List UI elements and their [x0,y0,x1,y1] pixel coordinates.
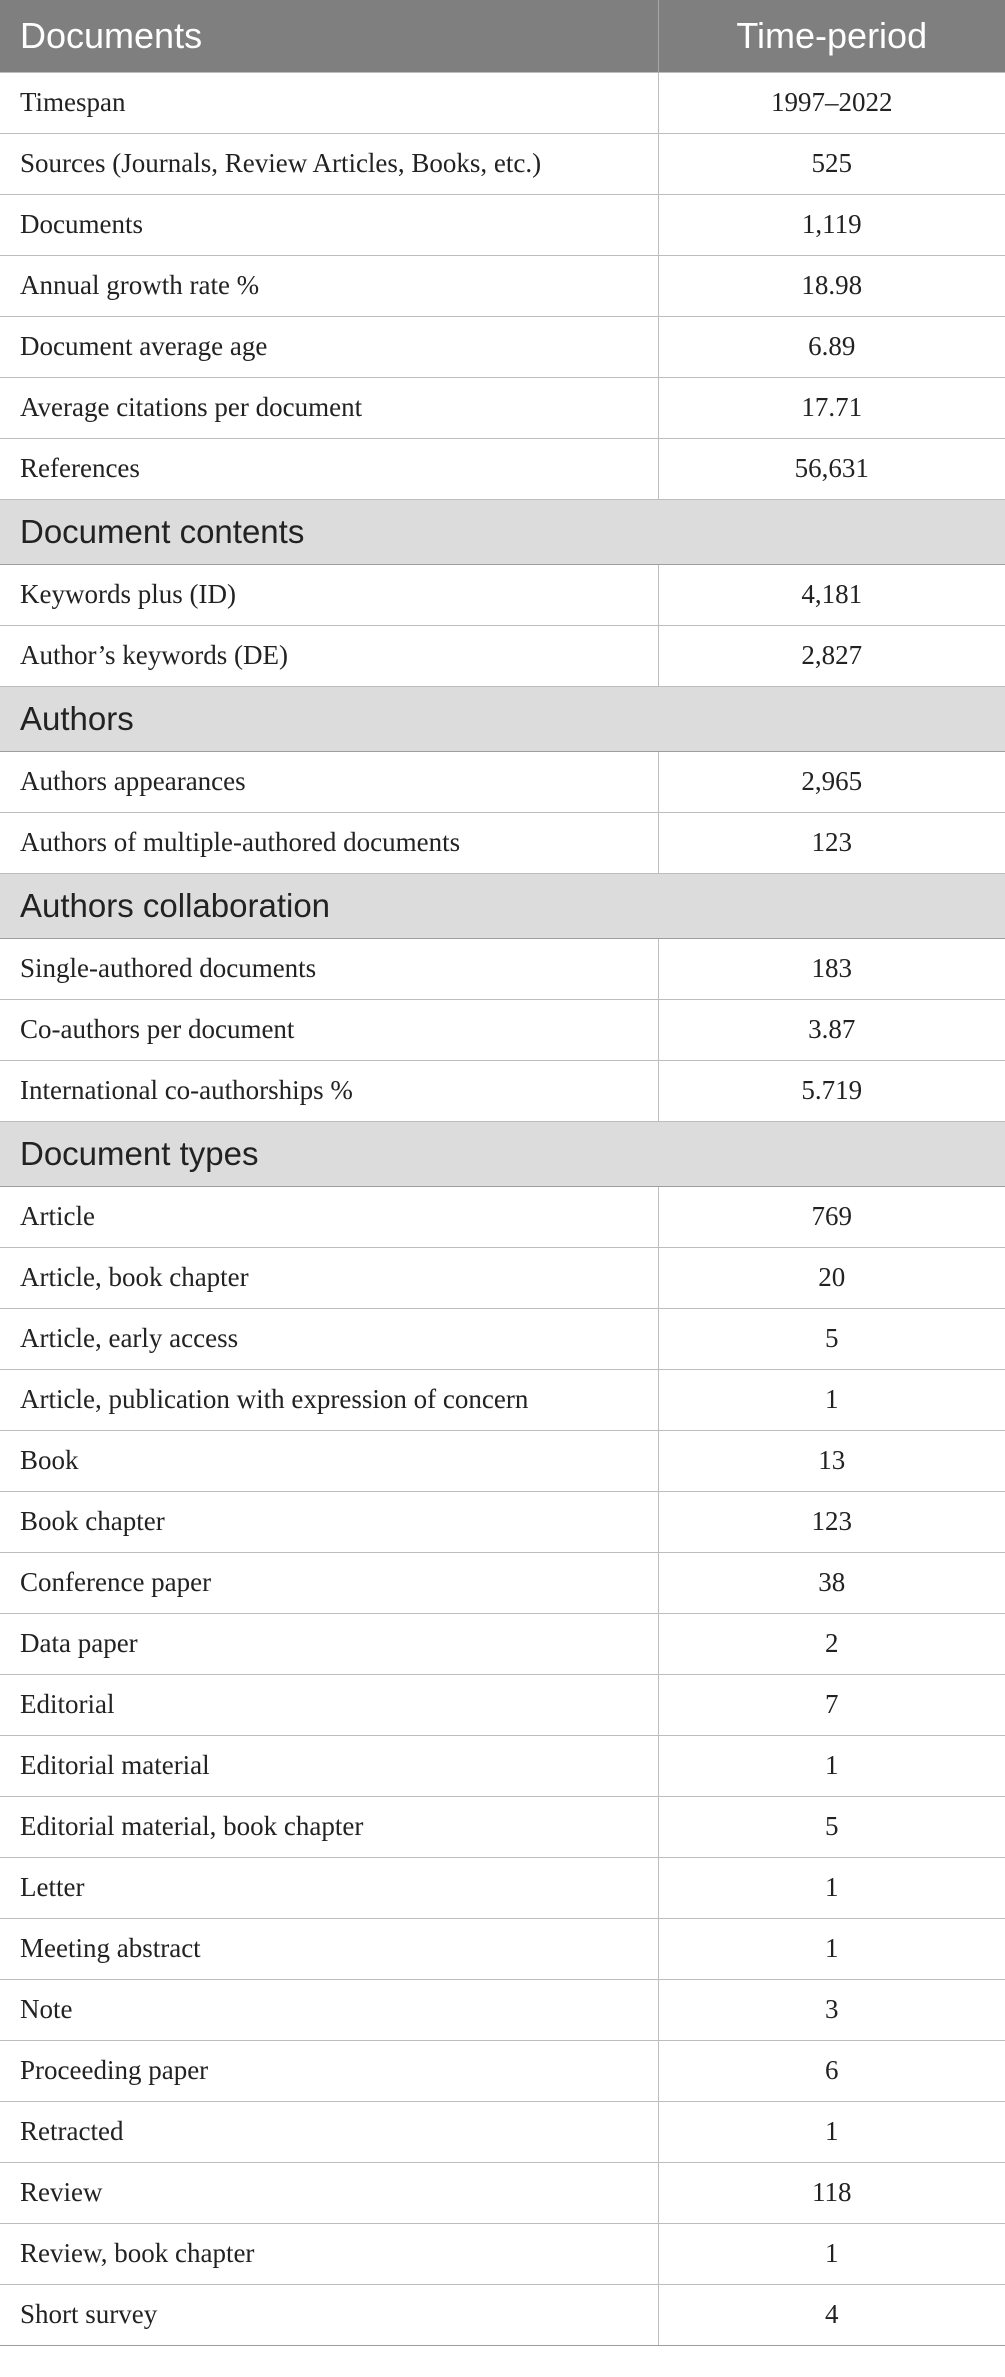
row-value: 6.89 [658,316,1005,377]
table-row [0,812,1005,873]
row-value: 18.98 [658,255,1005,316]
table-row [0,625,1005,686]
row-label: Average citations per document [0,377,658,438]
row-label: Article, early access [0,1308,658,1369]
table-row [0,255,1005,316]
row-value: 183 [658,938,1005,999]
row-value: 4 [658,2284,1005,2345]
row-label: Data paper [0,1613,658,1674]
table-row [0,1060,1005,1121]
table-row [0,133,1005,194]
row-label: Authors of multiple-authored documents [0,812,658,873]
section-label: Document types [0,1121,1005,1186]
row-label: Editorial material, book chapter [0,1796,658,1857]
row-value: 2 [658,1613,1005,1674]
row-value: 3 [658,1979,1005,2040]
row-label: Short survey [0,2284,658,2345]
row-label: Article, book chapter [0,1247,658,1308]
row-label: Review [0,2162,658,2223]
table-row [0,1186,1005,1247]
section-row [0,1121,1005,1186]
row-label: Conference paper [0,1552,658,1613]
row-value: 525 [658,133,1005,194]
table-row [0,1674,1005,1735]
row-label: Sources (Journals, Review Articles, Books, etc.) [0,133,658,194]
table-row [0,1430,1005,1491]
row-label: Article, publication with expression of concern [0,1369,658,1430]
table-row [0,1613,1005,1674]
row-label: Single-authored documents [0,938,658,999]
header-row [0,0,1005,72]
row-label: Keywords plus (ID) [0,564,658,625]
table-row [0,438,1005,499]
section-label: Document contents [0,499,1005,564]
row-label: International co-authorships % [0,1060,658,1121]
row-value: 1997–2022 [658,72,1005,133]
row-value: 1 [658,2101,1005,2162]
table-row [0,564,1005,625]
table-row [0,72,1005,133]
row-label: Documents [0,194,658,255]
row-value: 123 [658,1491,1005,1552]
section-label: Authors [0,686,1005,751]
row-value: 118 [658,2162,1005,2223]
row-value: 1,119 [658,194,1005,255]
row-value: 1 [658,1735,1005,1796]
section-label: Authors collaboration [0,873,1005,938]
header-documents: Documents [0,0,658,72]
row-value: 1 [658,1918,1005,1979]
row-value: 20 [658,1247,1005,1308]
table-row [0,1979,1005,2040]
table-row [0,2223,1005,2284]
row-value: 3.87 [658,999,1005,1060]
row-label: Retracted [0,2101,658,2162]
row-label: Book chapter [0,1491,658,1552]
table-row [0,1552,1005,1613]
row-label: Note [0,1979,658,2040]
table-row [0,1247,1005,1308]
row-label: Proceeding paper [0,2040,658,2101]
table-row [0,1796,1005,1857]
row-value: 17.71 [658,377,1005,438]
section-row [0,499,1005,564]
row-label: Editorial material [0,1735,658,1796]
table-row [0,938,1005,999]
row-value: 5 [658,1308,1005,1369]
row-value: 4,181 [658,564,1005,625]
row-label: References [0,438,658,499]
row-value: 38 [658,1552,1005,1613]
table-row [0,1491,1005,1552]
row-value: 7 [658,1674,1005,1735]
row-value: 56,631 [658,438,1005,499]
row-label: Article [0,1186,658,1247]
section-row [0,873,1005,938]
row-value: 1 [658,2223,1005,2284]
table-row [0,2040,1005,2101]
row-value: 5 [658,1796,1005,1857]
table-row [0,2101,1005,2162]
row-value: 5.719 [658,1060,1005,1121]
table-row [0,194,1005,255]
table-body [0,72,1005,2345]
row-value: 1 [658,1369,1005,1430]
table-row [0,316,1005,377]
row-value: 769 [658,1186,1005,1247]
row-label: Meeting abstract [0,1918,658,1979]
table-row [0,1735,1005,1796]
row-label: Letter [0,1857,658,1918]
section-row [0,686,1005,751]
row-value: 123 [658,812,1005,873]
table-row [0,1369,1005,1430]
table-row [0,999,1005,1060]
row-value: 2,965 [658,751,1005,812]
row-label: Authors appearances [0,751,658,812]
header-time-period: Time-period [658,0,1005,72]
table-row [0,2162,1005,2223]
row-label: Review, book chapter [0,2223,658,2284]
row-value: 2,827 [658,625,1005,686]
row-label: Book [0,1430,658,1491]
row-label: Editorial [0,1674,658,1735]
table-header [0,0,1005,72]
row-value: 6 [658,2040,1005,2101]
row-value: 1 [658,1857,1005,1918]
row-label: Timespan [0,72,658,133]
row-value: 13 [658,1430,1005,1491]
table-row [0,1308,1005,1369]
row-label: Co-authors per document [0,999,658,1060]
row-label: Document average age [0,316,658,377]
row-label: Annual growth rate % [0,255,658,316]
table-row [0,377,1005,438]
table-row [0,1918,1005,1979]
table-row [0,1857,1005,1918]
table-row [0,2284,1005,2345]
row-label: Author’s keywords (DE) [0,625,658,686]
table-row [0,751,1005,812]
